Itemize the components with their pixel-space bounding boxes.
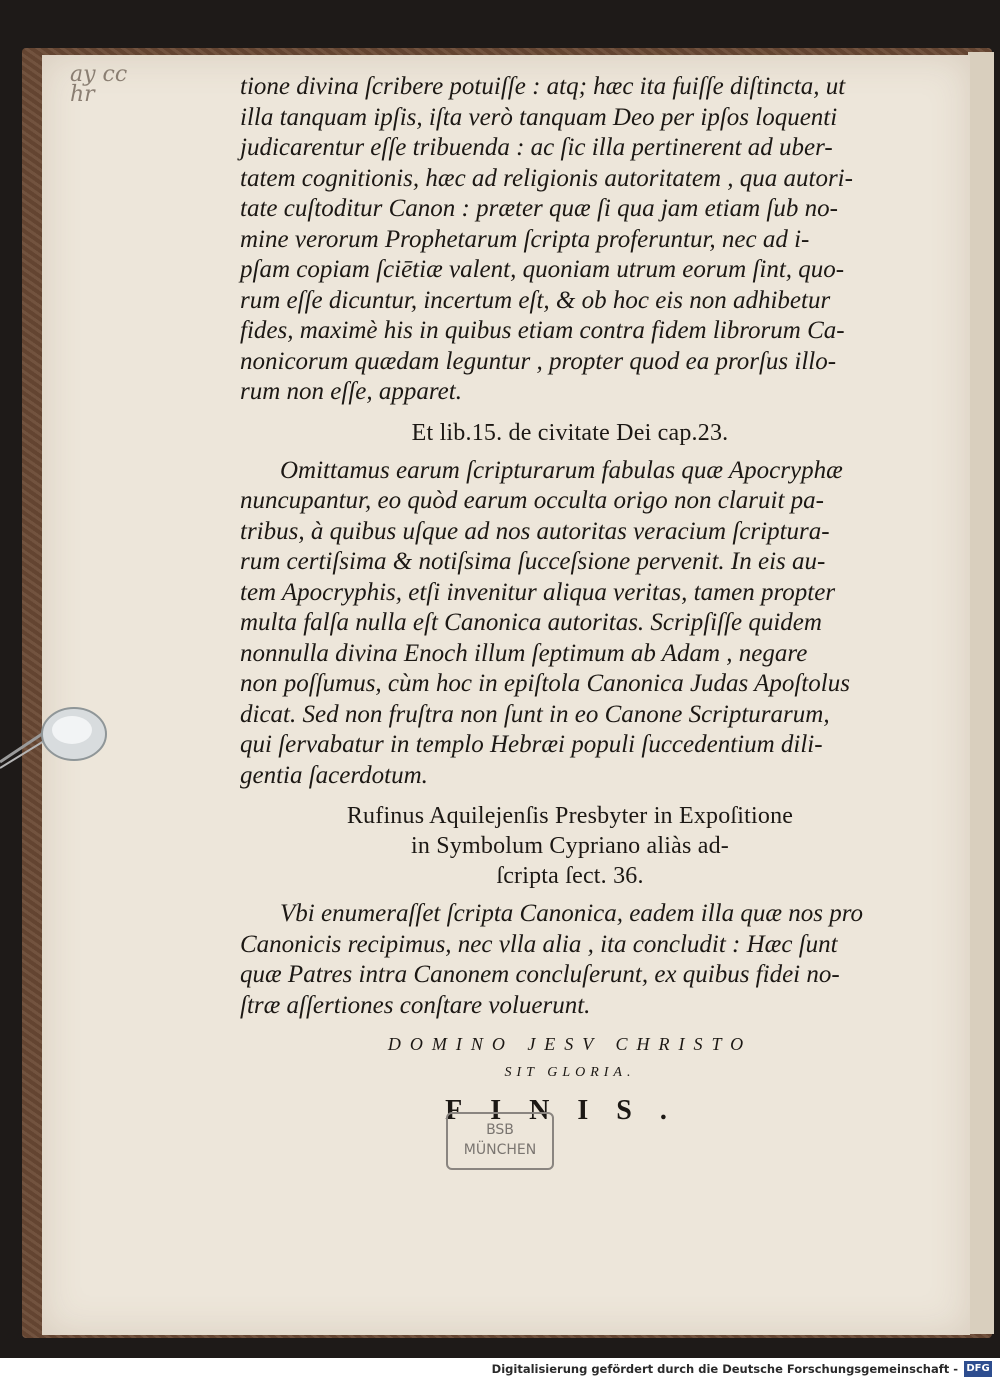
text-line: gentia ſacerdotum. [240,761,428,789]
text-line: illa tanquam ipſis, iſta verò tanquam Deo per ipſos loquenti [240,103,838,131]
text-line: pſam copiam ſciētiæ valent, quoniam utrum eorum ſint, quo- [240,256,845,283]
text-line: tione divina ſcribere potuiſſe : atq; hæc ita fuiſſe diſtincta, ut [240,73,846,100]
section-heading-augustine: Et lib.15. de civitate Dei cap.23. [411,419,729,446]
text-line: non poſſumus, cùm hoc in epiſtola Canonica Judas Apoſtolus [240,670,850,697]
paragraph-3 [240,899,900,1021]
closing-line-1: DOMINO JESV CHRISTO [387,1034,753,1054]
funding-credit: Digitalisierung gefördert durch die Deutsche Forschungsgemeinschaft - [491,1362,958,1376]
text-line: ſtræ aſſertiones conſtare voluerunt. [240,991,591,1019]
text-line: tate cuſtoditur Canon : præter quæ ſi qua jam etiam ſub no- [240,195,838,222]
text-line: dicat. Sed non fruſtra non ſunt in eo Canone Scripturarum, [240,700,830,728]
text-line: nuncupantur, eo quòd earum occulta origo non claruit pa- [240,487,824,514]
paper-clip-icon [0,700,110,770]
text-line: rum eſſe dicuntur, incertum eſt, & ob hoc eis non adhibetur [240,286,831,314]
text-line: nonicorum quædam leguntur , propter quod ea prorſus illo- [240,347,837,375]
page-text [240,72,900,1131]
text-line: qui ſervabatur in templo Hebræi populi ſuccedentium dili- [240,731,823,758]
text-line: judicarentur eſſe tribuenda : ac ſic illa pertinerent ad uber- [240,134,833,161]
text-line: mine verorum Prophetarum ſcripta proferuntur, nec ad i- [240,225,810,253]
stamp-line: BSB [486,1122,514,1138]
paragraph-2 [240,456,900,792]
text-line: nonnulla divina Enoch illum ſeptimum ab Adam , negare [240,639,808,667]
heading-line: in Symbolum Cypriano aliàs ad- [411,833,729,859]
text-line: multa falſa nulla eſt Canonica autoritas. Scripſiſſe quidem [240,609,822,636]
paragraph-1 [240,72,900,408]
text-line: Omittamus earum ſcripturarum fabulas quæ Apocryphæ [280,456,843,484]
stamp-line: MÜNCHEN [463,1142,537,1158]
finis-line: FINIS. [445,1095,695,1126]
text-line: rum non eſſe, apparet. [240,378,462,405]
library-stamp [446,1112,554,1170]
text-line: tribus, à quibus uſque ad nos autoritas veracium ſcriptura- [240,517,830,545]
heading-line: Rufinus Aquilejenſis Presbyter in Expoſitione [346,803,794,829]
text-line: rum certiſsima & notiſsima ſucceſsione pervenit. In eis au- [240,548,826,575]
text-line: Vbi enumeraſſet ſcripta Canonica, eadem illa quæ nos pro [280,900,864,927]
footer-bar [0,1358,1000,1381]
handwritten-note: ay cc hr [70,62,128,107]
heading-line: ſcripta ſect. 36. [496,863,644,889]
text-line: Canonicis recipimus, nec vlla alia , ita concludit : Hæc ſunt [240,930,838,958]
text-line: quæ Patres intra Canonem concluſerunt, ex quibus fidei no- [240,961,840,988]
dfg-logo-icon: DFG [964,1361,992,1377]
facing-page-edge [968,52,994,1334]
section-heading-rufinus [240,801,900,891]
closing-line-2: SIT GLORIA. [504,1065,636,1080]
text-line: tem Apocryphis, etſi invenitur aliqua veritas, tamen propter [240,578,836,606]
text-line: fides, maximè his in quibus etiam contra fidem librorum Ca- [240,317,845,344]
text-line: tatem cognitionis, hæc ad religionis autoritatem , qua autori- [240,164,853,192]
